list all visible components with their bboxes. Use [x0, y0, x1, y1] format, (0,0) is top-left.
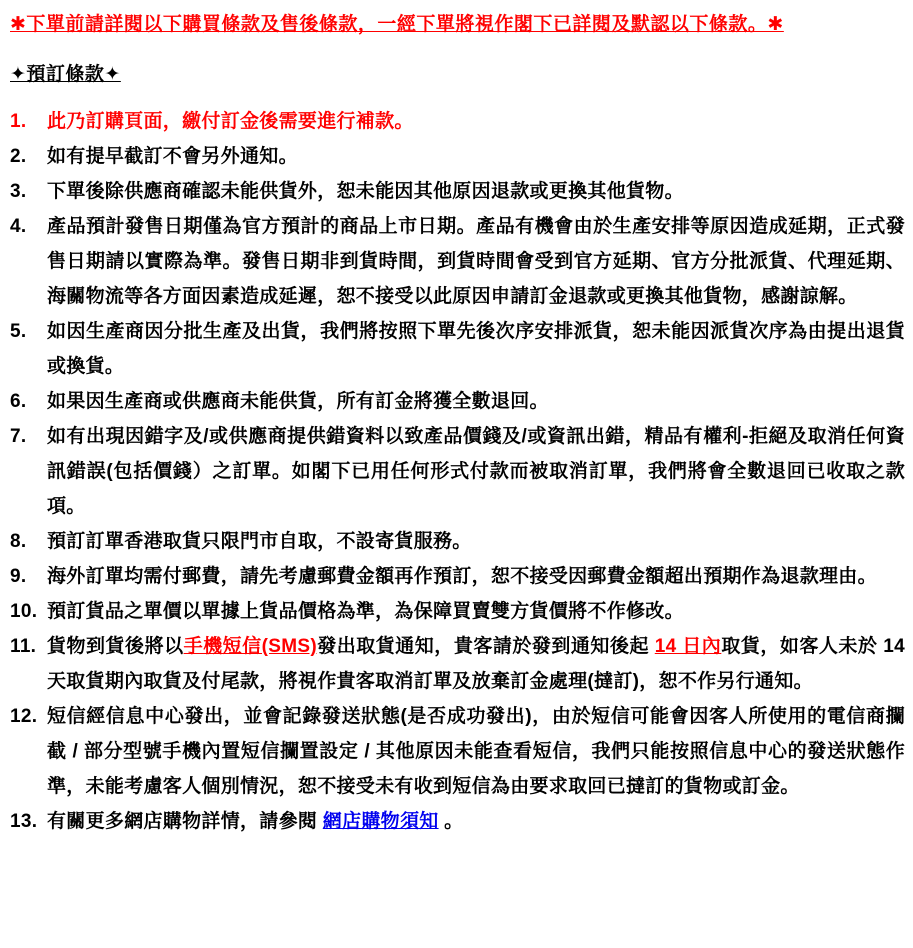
term-item-12	[10, 699, 905, 804]
term-item-13	[10, 804, 905, 839]
term-text-segment: 貨物到貨後將以	[47, 636, 184, 657]
term-item-10	[10, 594, 905, 629]
term-text-segment: 手機短信(SMS)	[183, 636, 317, 657]
term-text-segment: 。	[438, 811, 464, 832]
term-item-4	[10, 209, 905, 314]
term-item-9	[10, 559, 905, 594]
term-number: 6.	[10, 391, 27, 412]
term-item-7	[10, 419, 905, 524]
term-text-segment: 海外訂單均需付郵費，請先考慮郵費金額再作預訂，恕不接受因郵費金額超出預期作為退款理由。	[47, 566, 877, 587]
terms-list	[10, 104, 905, 839]
term-item-5	[10, 314, 905, 384]
term-text-segment: 短信經信息中心發出，並會記錄發送狀態(是否成功發出)，由於短信可能會因客人所使用的電信商攔截 / 部分型號手機內置短信攔置設定 / 其他原因未能查看短信，我們只能按照信息中心的發送狀態作準，未能考慮客人個別情況，恕不接受未有收到短信為由要求取回已撻訂的貨物或訂金。	[47, 706, 905, 797]
term-item-1	[10, 104, 905, 139]
purchase-warning-banner: ✱下單前請詳閱以下購買條款及售後條款，一經下單將視作閣下已詳閱及默認以下條款。✱	[10, 14, 784, 35]
term-item-6	[10, 384, 905, 419]
term-text-segment: 如有出現因錯字及/或供應商提供錯資料以致產品價錢及/或資訊出錯，精品有權利-拒絕及取消任何資訊錯誤(包括價錢）之訂單。如閣下已用任何形式付款而被取消訂單，我們將會全數退回已收取之款項。	[47, 426, 905, 517]
term-text-segment: 預訂貨品之單價以單據上貨品價格為準，為保障買賣雙方貨價將不作修改。	[47, 601, 684, 622]
term-number: 8.	[10, 531, 27, 552]
term-number: 4.	[10, 216, 27, 237]
term-number: 1.	[10, 111, 27, 132]
term-text-segment: 如果因生產商或供應商未能供貨，所有訂金將獲全數退回。	[47, 391, 549, 412]
term-text-segment: 預訂訂單香港取貨只限門市自取，不設寄貨服務。	[47, 531, 472, 552]
term-text-segment: 14 日內	[654, 636, 722, 657]
term-number: 12.	[10, 706, 38, 727]
term-number: 9.	[10, 566, 27, 587]
section-title-preorder-terms: ✦預訂條款✦	[10, 64, 121, 85]
term-number: 2.	[10, 146, 27, 167]
term-text-segment: 此乃訂購頁面，繳付訂金後需要進行補款。	[47, 111, 414, 132]
term-text-segment: 產品預計發售日期僅為官方預計的商品上市日期。產品有機會由於生產安排等原因造成延期，正式發售日期請以實際為準。發售日期非到貨時間，到貨時間會受到官方延期、官方分批派貨、代理延期、海關物流等各方面因素造成延遲，恕不接受以此原因申請訂金退款或更換其他貨物，感謝諒解。	[47, 216, 905, 307]
term-text-segment: 取貨，如客人未於 14 天取貨期內取貨及付尾款，將視作貴客取消訂單及放棄訂金處理(撻訂)，恕不作另行通知。	[47, 636, 905, 692]
term-number: 11.	[10, 636, 37, 657]
term-item-3	[10, 174, 905, 209]
term-number: 10.	[10, 601, 38, 622]
term-item-11	[10, 629, 905, 699]
term-text-segment: 如因生產商因分批生產及出貨，我們將按照下單先後次序安排派貨，恕未能因派貨次序為由提出退貨或換貨。	[47, 321, 905, 377]
term-text-segment: 如有提早截訂不會另外通知。	[47, 146, 298, 167]
term-text-segment: 下單後除供應商確認未能供貨外，恕未能因其他原因退款或更換其他貨物。	[47, 181, 684, 202]
term-item-2	[10, 139, 905, 174]
term-text-segment: 發出取貨通知，貴客請於發到通知後起	[317, 636, 655, 657]
store-shopping-guide-link[interactable]: 網店購物須知	[322, 811, 439, 832]
term-number: 5.	[10, 321, 27, 342]
term-number: 3.	[10, 181, 27, 202]
term-item-8	[10, 524, 905, 559]
term-number: 7.	[10, 426, 27, 447]
term-number: 13.	[10, 811, 38, 832]
term-text-segment: 有關更多網店購物詳情，請參閱	[47, 811, 323, 832]
